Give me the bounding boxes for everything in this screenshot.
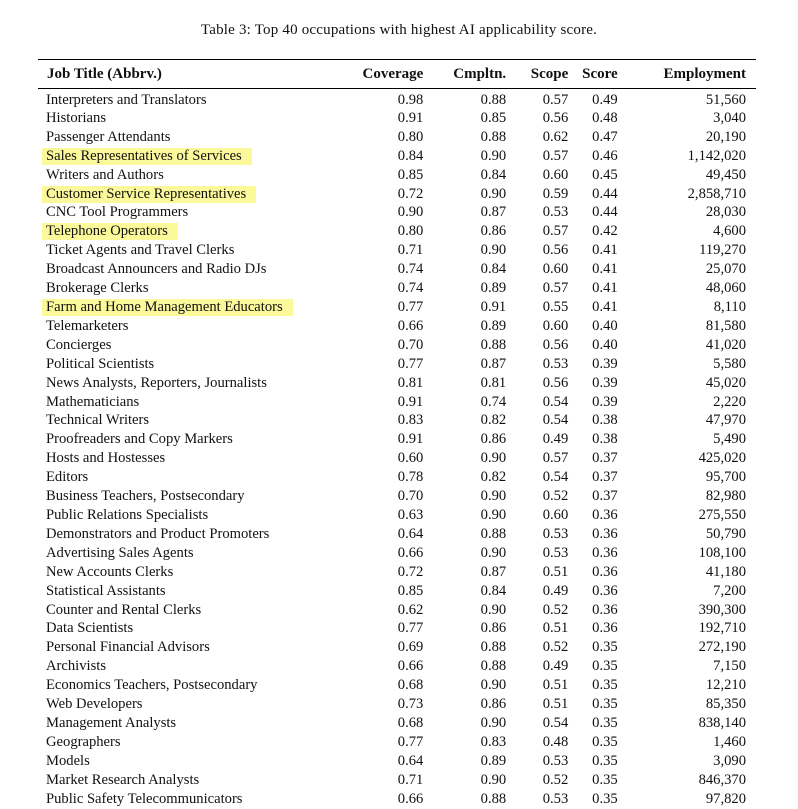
score-cell: 0.41 [592, 299, 618, 316]
coverage-cell: 0.85 [397, 166, 424, 183]
coverage-cell: 0.78 [397, 469, 424, 486]
job-title-cell: Proofreaders and Copy Markers [46, 431, 233, 448]
score-cell: 0.35 [592, 790, 618, 807]
table-row [38, 260, 756, 279]
job-title-cell: Hosts and Hostesses [46, 450, 166, 467]
coverage-cell: 0.84 [397, 147, 424, 164]
header-row [38, 60, 756, 89]
job-title-cell: Ticket Agents and Travel Clerks [46, 242, 235, 259]
coverage-cell: 0.64 [397, 752, 424, 769]
score-cell: 0.35 [592, 696, 618, 713]
completion-cell: 0.89 [480, 752, 507, 769]
completion-cell: 0.86 [480, 223, 507, 240]
employment-cell: 272,190 [698, 639, 746, 656]
employment-cell: 5,580 [713, 355, 746, 372]
scope-cell: 0.60 [542, 166, 569, 183]
employment-cell: 82,980 [705, 488, 746, 505]
scope-cell: 0.51 [542, 563, 569, 580]
scope-cell: 0.51 [542, 677, 569, 694]
coverage-cell: 0.64 [397, 525, 424, 542]
coverage-cell: 0.91 [397, 393, 424, 410]
employment-cell: 81,580 [705, 317, 746, 334]
score-cell: 0.36 [592, 620, 618, 637]
table-caption: Table 3: Top 40 occupations with highest AI applicability score. [200, 22, 598, 38]
job-title-cell: Interpreters and Translators [46, 92, 207, 108]
column-header-coverage: Coverage [345, 60, 423, 89]
score-cell: 0.37 [592, 469, 618, 486]
coverage-cell: 0.71 [397, 771, 424, 788]
completion-cell: 0.90 [480, 506, 507, 523]
scope-cell: 0.51 [542, 620, 569, 637]
table-row [38, 619, 756, 638]
score-cell: 0.44 [592, 185, 618, 202]
completion-cell: 0.88 [480, 525, 507, 542]
score-cell: 0.35 [592, 639, 618, 656]
employment-cell: 50,790 [705, 525, 746, 542]
completion-cell: 0.90 [480, 450, 507, 467]
employment-cell: 8,110 [713, 299, 746, 316]
scope-cell: 0.52 [542, 488, 569, 505]
scope-cell: 0.57 [542, 147, 569, 164]
employment-cell: 1,142,020 [687, 147, 746, 164]
employment-cell: 28,030 [705, 204, 746, 221]
employment-cell: 4,600 [713, 223, 746, 240]
completion-cell: 0.90 [480, 677, 507, 694]
coverage-cell: 0.83 [397, 412, 424, 429]
completion-cell: 0.84 [480, 582, 507, 599]
table-row [38, 487, 756, 506]
completion-cell: 0.91 [480, 299, 507, 316]
score-cell: 0.41 [592, 242, 618, 259]
coverage-cell: 0.63 [397, 506, 424, 523]
scope-cell: 0.57 [542, 223, 569, 240]
score-cell: 0.48 [592, 109, 618, 126]
score-cell: 0.35 [592, 733, 618, 750]
table-row [38, 714, 756, 733]
scope-cell: 0.53 [542, 355, 569, 372]
completion-cell: 0.83 [480, 733, 507, 750]
scope-cell: 0.53 [542, 544, 569, 561]
table-row [38, 771, 756, 790]
coverage-cell: 0.69 [397, 639, 424, 656]
employment-cell: 45,020 [705, 374, 746, 391]
table-row [38, 222, 756, 241]
score-cell: 0.38 [592, 431, 618, 448]
table-row [38, 468, 756, 487]
table-row [38, 355, 756, 374]
employment-cell: 425,020 [698, 450, 746, 467]
job-title-cell: New Accounts Clerks [46, 563, 174, 580]
coverage-cell: 0.98 [397, 92, 424, 108]
scope-cell: 0.49 [542, 582, 569, 599]
employment-cell: 5,490 [713, 431, 746, 448]
table-row [38, 89, 756, 110]
table-row [38, 185, 756, 204]
highlighted-job-title: Farm and Home Management Educators [42, 299, 293, 316]
score-cell: 0.35 [592, 771, 618, 788]
scope-cell: 0.52 [542, 601, 569, 618]
completion-cell: 0.88 [480, 336, 507, 353]
column-header-completion: Cmpltn. [423, 60, 506, 89]
employment-cell: 390,300 [698, 601, 746, 618]
completion-cell: 0.90 [480, 544, 507, 561]
employment-cell: 846,370 [698, 771, 746, 788]
scope-cell: 0.60 [542, 261, 569, 278]
employment-cell: 2,858,710 [687, 185, 746, 202]
job-title-cell: CNC Tool Programmers [46, 204, 189, 221]
job-title-cell: Technical Writers [46, 412, 150, 429]
score-cell: 0.35 [592, 752, 618, 769]
scope-cell: 0.57 [542, 450, 569, 467]
scope-cell: 0.52 [542, 771, 569, 788]
score-cell: 0.41 [592, 261, 618, 278]
score-cell: 0.42 [592, 223, 618, 240]
employment-cell: 1,460 [713, 733, 746, 750]
job-title-cell: Political Scientists [46, 355, 155, 372]
job-title-cell: Business Teachers, Postsecondary [46, 488, 245, 505]
job-title-cell: Concierges [46, 336, 112, 353]
coverage-cell: 0.66 [397, 658, 424, 675]
score-cell: 0.37 [592, 488, 618, 505]
table-row [38, 412, 756, 431]
scope-cell: 0.56 [542, 374, 569, 391]
scope-cell: 0.53 [542, 790, 569, 807]
table-row [38, 393, 756, 412]
scope-cell: 0.57 [542, 280, 569, 297]
score-cell: 0.45 [592, 166, 618, 183]
job-title-cell: Brokerage Clerks [46, 280, 149, 297]
scope-cell: 0.62 [542, 128, 569, 145]
score-cell: 0.39 [592, 393, 618, 410]
scope-cell: 0.57 [542, 92, 569, 108]
table-row [38, 695, 756, 714]
job-title-cell [38, 298, 345, 317]
table-row [38, 147, 756, 166]
scope-cell: 0.53 [542, 525, 569, 542]
scope-cell: 0.56 [542, 109, 569, 126]
employment-cell: 41,020 [705, 336, 746, 353]
employment-cell: 20,190 [705, 128, 746, 145]
table-row [38, 638, 756, 657]
job-title-cell [38, 222, 345, 241]
job-title-cell: Personal Financial Advisors [46, 639, 210, 656]
scope-cell: 0.56 [542, 242, 569, 259]
job-title-cell [38, 147, 345, 166]
employment-cell: 97,820 [705, 790, 746, 807]
employment-cell: 7,200 [713, 582, 746, 599]
coverage-cell: 0.71 [397, 242, 424, 259]
coverage-cell: 0.66 [397, 544, 424, 561]
scope-cell: 0.54 [542, 412, 569, 429]
coverage-cell: 0.81 [397, 374, 424, 391]
coverage-cell: 0.72 [397, 185, 424, 202]
scope-cell: 0.53 [542, 752, 569, 769]
coverage-cell: 0.77 [397, 620, 424, 637]
score-cell: 0.35 [592, 714, 618, 731]
employment-cell: 25,070 [705, 261, 746, 278]
table-row [38, 430, 756, 449]
completion-cell: 0.84 [480, 261, 507, 278]
score-cell: 0.40 [592, 317, 618, 334]
employment-cell: 119,270 [699, 242, 746, 259]
job-title-cell: Archivists [46, 658, 106, 675]
completion-cell: 0.90 [480, 242, 507, 259]
completion-cell: 0.90 [480, 771, 507, 788]
completion-cell: 0.74 [480, 393, 507, 410]
score-cell: 0.36 [592, 544, 618, 561]
table-row [38, 657, 756, 676]
coverage-cell: 0.77 [397, 299, 424, 316]
job-title-cell: Management Analysts [46, 714, 177, 731]
job-title-cell: Counter and Rental Clerks [46, 601, 202, 618]
score-cell: 0.38 [592, 412, 618, 429]
job-title-cell: Market Research Analysts [46, 771, 200, 788]
job-title-cell: Models [46, 752, 90, 769]
score-cell: 0.36 [592, 582, 618, 599]
occupations-table [38, 59, 756, 809]
scope-cell: 0.56 [542, 336, 569, 353]
coverage-cell: 0.90 [397, 204, 424, 221]
highlighted-job-title: Sales Representatives of Services [42, 148, 252, 165]
employment-cell: 95,700 [705, 469, 746, 486]
highlighted-job-title: Telephone Operators [42, 223, 178, 240]
table-row [38, 374, 756, 393]
employment-cell: 12,210 [705, 677, 746, 694]
scope-cell: 0.51 [542, 696, 569, 713]
table-row [38, 336, 756, 355]
job-title-cell: Public Relations Specialists [46, 506, 209, 523]
column-header-job-title: Job Title (Abbrv.) [38, 60, 345, 89]
coverage-cell: 0.77 [397, 355, 424, 372]
coverage-cell: 0.91 [397, 431, 424, 448]
job-title-cell: Demonstrators and Product Promoters [46, 525, 270, 542]
coverage-cell: 0.68 [397, 714, 424, 731]
score-cell: 0.35 [592, 658, 618, 675]
coverage-cell: 0.74 [397, 261, 424, 278]
table-row [38, 241, 756, 260]
job-title-cell: Economics Teachers, Postsecondary [46, 677, 258, 694]
table-row [38, 317, 756, 336]
table-row [38, 752, 756, 771]
employment-cell: 48,060 [705, 280, 746, 297]
score-cell: 0.40 [592, 336, 618, 353]
scope-cell: 0.54 [542, 469, 569, 486]
job-title-cell: Public Safety Telecommunicators [46, 790, 243, 807]
completion-cell: 0.86 [480, 620, 507, 637]
completion-cell: 0.88 [480, 92, 507, 108]
score-cell: 0.39 [592, 374, 618, 391]
score-cell: 0.36 [592, 563, 618, 580]
table-header [38, 60, 756, 89]
scope-cell: 0.49 [542, 431, 569, 448]
score-cell: 0.39 [592, 355, 618, 372]
coverage-cell: 0.80 [397, 223, 424, 240]
job-title-cell: Web Developers [46, 696, 143, 713]
completion-cell: 0.90 [480, 714, 507, 731]
completion-cell: 0.89 [480, 317, 507, 334]
job-title-cell: Advertising Sales Agents [46, 544, 194, 561]
coverage-cell: 0.80 [397, 128, 424, 145]
employment-cell: 2,220 [713, 393, 746, 410]
employment-cell: 275,550 [698, 506, 746, 523]
job-title-cell: Mathematicians [46, 393, 140, 410]
score-cell: 0.41 [592, 280, 618, 297]
scope-cell: 0.60 [542, 506, 569, 523]
coverage-cell: 0.77 [397, 733, 424, 750]
scope-cell: 0.53 [542, 204, 569, 221]
coverage-cell: 0.91 [397, 109, 424, 126]
completion-cell: 0.89 [480, 280, 507, 297]
column-header-employment: Employment [618, 60, 756, 89]
score-cell: 0.49 [592, 92, 618, 108]
employment-cell: 3,090 [713, 752, 746, 769]
coverage-cell: 0.70 [397, 336, 424, 353]
scope-cell: 0.59 [542, 185, 569, 202]
job-title-cell: Historians [46, 109, 106, 126]
employment-cell: 85,350 [705, 696, 746, 713]
table-row [38, 790, 756, 809]
table-row [38, 109, 756, 128]
table-row [38, 166, 756, 185]
score-cell: 0.36 [592, 525, 618, 542]
job-title-cell: News Analysts, Reporters, Journalists [46, 374, 267, 391]
job-title-cell: Broadcast Announcers and Radio DJs [46, 261, 267, 278]
completion-cell: 0.90 [480, 601, 507, 618]
table-row [38, 449, 756, 468]
completion-cell: 0.87 [480, 563, 507, 580]
job-title-cell: Editors [46, 469, 89, 486]
completion-cell: 0.88 [480, 128, 507, 145]
completion-cell: 0.87 [480, 204, 507, 221]
completion-cell: 0.85 [480, 109, 507, 126]
completion-cell: 0.88 [480, 639, 507, 656]
table-row [38, 676, 756, 695]
employment-cell: 192,710 [698, 620, 746, 637]
completion-cell: 0.81 [480, 374, 507, 391]
completion-cell: 0.82 [480, 469, 507, 486]
job-title-cell: Geographers [46, 733, 121, 750]
job-title-cell: Writers and Authors [46, 166, 164, 183]
employment-cell: 47,970 [705, 412, 746, 429]
score-cell: 0.47 [592, 128, 618, 145]
coverage-cell: 0.68 [397, 677, 424, 694]
coverage-cell: 0.62 [397, 601, 424, 618]
scope-cell: 0.49 [542, 658, 569, 675]
table-row [38, 563, 756, 582]
table-row [38, 544, 756, 563]
score-cell: 0.37 [592, 450, 618, 467]
coverage-cell: 0.60 [397, 450, 424, 467]
table-row [38, 525, 756, 544]
coverage-cell: 0.66 [397, 790, 424, 807]
employment-cell: 3,040 [713, 109, 746, 126]
job-title-cell [38, 185, 345, 204]
employment-cell: 41,180 [705, 563, 746, 580]
completion-cell: 0.90 [480, 185, 507, 202]
employment-cell: 51,560 [705, 92, 746, 108]
coverage-cell: 0.74 [397, 280, 424, 297]
scope-cell: 0.48 [542, 733, 569, 750]
completion-cell: 0.88 [480, 658, 507, 675]
completion-cell: 0.88 [480, 790, 507, 807]
completion-cell: 0.82 [480, 412, 507, 429]
table-body [38, 89, 756, 809]
completion-cell: 0.84 [480, 166, 507, 183]
table-row [38, 204, 756, 223]
column-header-score: Score [568, 60, 617, 89]
highlighted-job-title: Customer Service Representatives [42, 186, 256, 203]
score-cell: 0.46 [592, 147, 618, 164]
job-title-cell: Statistical Assistants [46, 582, 166, 599]
employment-cell: 7,150 [713, 658, 746, 675]
coverage-cell: 0.72 [397, 563, 424, 580]
table-row [38, 298, 756, 317]
coverage-cell: 0.70 [397, 488, 424, 505]
score-cell: 0.36 [592, 506, 618, 523]
scope-cell: 0.55 [542, 299, 569, 316]
table-row [38, 279, 756, 298]
completion-cell: 0.90 [480, 488, 507, 505]
completion-cell: 0.90 [480, 147, 507, 164]
table-row [38, 733, 756, 752]
employment-cell: 49,450 [705, 166, 746, 183]
coverage-cell: 0.73 [397, 696, 424, 713]
table-row [38, 582, 756, 601]
completion-cell: 0.86 [480, 696, 507, 713]
employment-cell: 838,140 [698, 714, 746, 731]
scope-cell: 0.52 [542, 639, 569, 656]
score-cell: 0.44 [592, 204, 618, 221]
job-title-cell: Telemarketers [46, 317, 129, 334]
score-cell: 0.35 [592, 677, 618, 694]
scope-cell: 0.54 [542, 714, 569, 731]
scope-cell: 0.54 [542, 393, 569, 410]
table-row [38, 506, 756, 525]
completion-cell: 0.87 [480, 355, 507, 372]
column-header-scope: Scope [506, 60, 568, 89]
completion-cell: 0.86 [480, 431, 507, 448]
job-title-cell: Data Scientists [46, 620, 134, 637]
job-title-cell: Passenger Attendants [46, 128, 171, 145]
coverage-cell: 0.85 [397, 582, 424, 599]
employment-cell: 108,100 [698, 544, 746, 561]
table-row [38, 128, 756, 147]
score-cell: 0.36 [592, 601, 618, 618]
scope-cell: 0.60 [542, 317, 569, 334]
table-row [38, 601, 756, 620]
coverage-cell: 0.66 [397, 317, 424, 334]
